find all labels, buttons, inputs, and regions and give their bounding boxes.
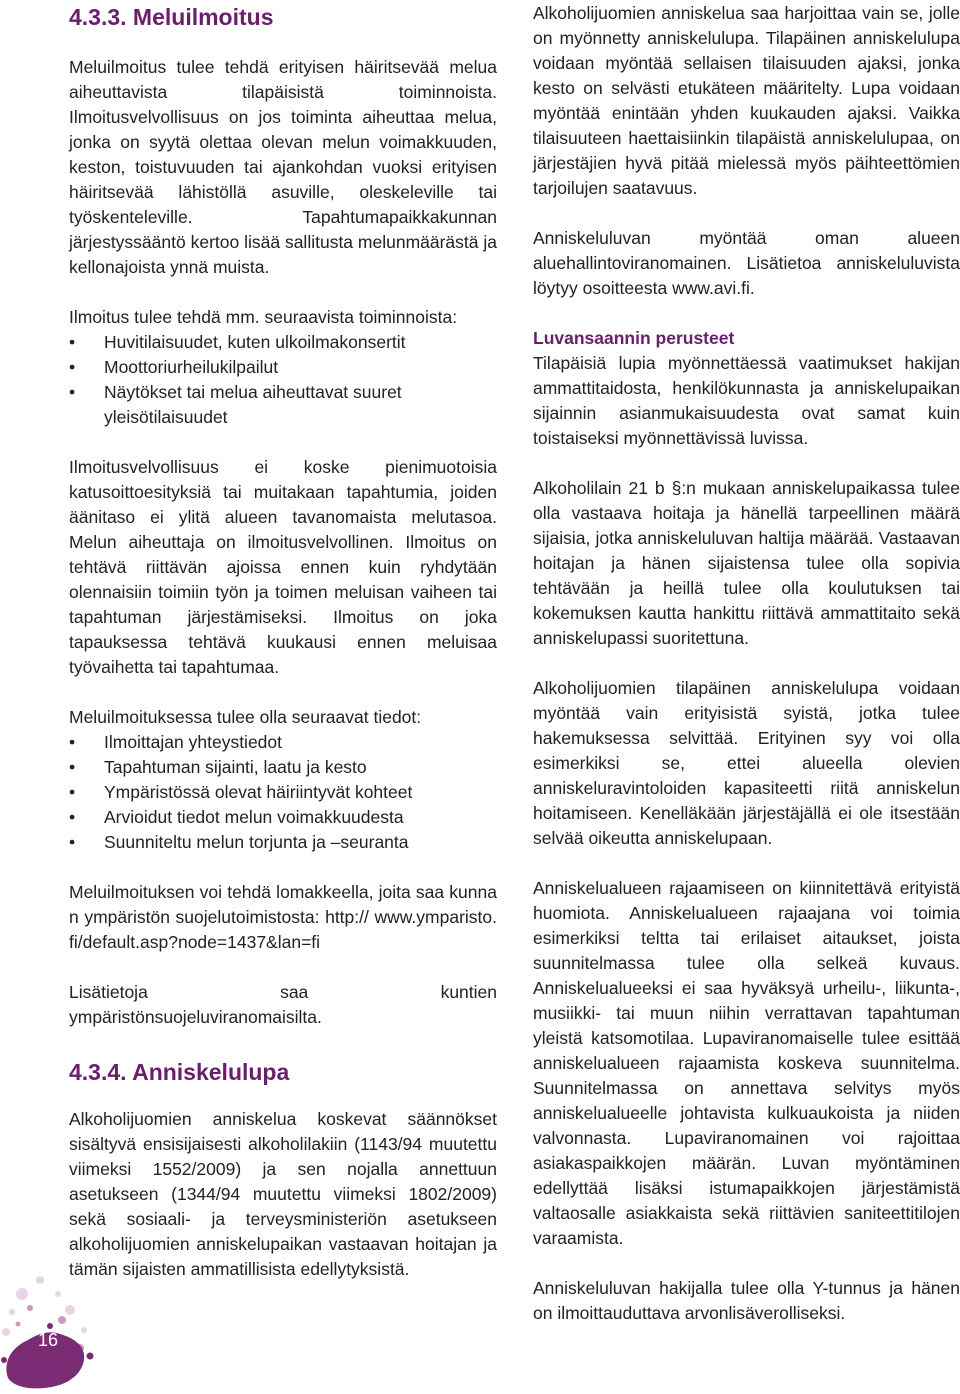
right-column: [533, 0, 960, 1326]
paragraph: Lisätietoja saa kuntien ympäristönsuojeluviranomaisilta.: [69, 982, 497, 1027]
page-number: 16: [38, 1330, 59, 1350]
paragraph: Alkoholijuomien anniskelua saa harjoittaa vain se, jolle on myönnetty anniskelulupa. Tilapäinen anniskelulupa voidaan myöntää sellaisen tilaisuuden ajaksi, jonka kesto on selvästi etukäteen määritelty. Lupa voidaan myöntää enintään yhden kuukauden ajaksi. Vaikka tilaisuuteen haettaisiinkin tilapäistä anniskelulupaa, on järjestäjien hyvä pitää mielessä myös päihteettömien tarjoilujen saatavuus.: [533, 3, 960, 198]
paragraph: Anniskelualueen rajaamiseen on kiinnitettävä erityistä huomiota. Anniskelualueen rajaajana voi toimia esimerkiksi teltta tai erilaiset aitaukset, joista suunnitelmassa tulee olla selkeä kuvaus. Anniskelualueeksi ei saa hyväksyä urheilu-, liikunta-, musiikki- tai muun niihin verrattavan tapahtuman yleistä katsomotilaa. Lupaviranomaiselle tulee esittää anniskelualueen rajaamista koskeva suunnitelma. Suunnitelmassa on annettava selvitys myös anniskelualueelle johtavista kulkuaukoista ja niiden valvonnasta. Lupaviranomainen voi rajoittaa asiakaspaikkojen määrän. Luvan myöntäminen edellyttää lisäksi istumapaikkojen järjestämistä valtaosalle asiakkaista sekä riittävien saniteettitilojen varaamista.: [533, 878, 960, 1248]
bullet-list-required-info: [69, 730, 497, 855]
paragraph: Meluilmoitus tulee tehdä erityisen häiritsevää melua aiheuttavista tilapäisistä toiminnoista. Ilmoitusvelvollisuus on jos toiminta aiheuttaa melua, jonka on syytä olettaa olevan melun voimakkuuden, keston, toistuvuuden tai ajankohdan vuoksi erityisen häiritsevää lähistöllä asuville, oleskeleville tai työskenteleville. Tapahtumapaikkakunnan järjestyssääntö kertoo lisää sallitusta melunmäärästä ja kellonajoista ynnä muista.: [69, 57, 497, 277]
paragraph: Alkoholijuomien tilapäinen anniskelulupa voidaan myöntää vain erityisistä syistä, jotka tulee hakemuksessa selvittää. Erityinen syy voi olla esimerkiksi se, ettei alueella olevien anniskeluravintoloiden kapasiteetti riitä anniskelun hoitamiseen. Kenelläkään järjestäjällä ei ole itsestään selvää oikeutta anniskelupaan.: [533, 678, 960, 848]
section-heading-anniskelulupa: 4.3.4. Anniskelulupa: [69, 1059, 290, 1085]
list-item: • Ilmoittajan yhteystiedot: [69, 730, 497, 755]
list-item: • Ympäristössä olevat häiriintyvät kohteet: [69, 780, 497, 805]
section-heading-meluilmoitus: 4.3.3. Meluilmoitus: [69, 4, 274, 30]
paragraph: Anniskeluluvan hakijalla tulee olla Y-tunnus ja hänen on ilmoittauduttava arvonlisäverolliseksi.: [533, 1278, 960, 1323]
list-item: • Näytökset tai melua aiheuttavat suuret yleisötilaisuudet: [69, 380, 497, 430]
paragraph: Meluilmoituksessa tulee olla seuraavat tiedot:: [69, 707, 422, 727]
bullet-list-activities: [69, 330, 497, 430]
paragraph: Anniskeluluvan myöntää oman alueen aluehallintoviranomainen. Lisätietoa anniskeluluvista löytyy osoitteesta www.avi.fi.: [533, 228, 960, 298]
paragraph: Tilapäisiä lupia myönnettäessä vaatimukset hakijan ammattitaidosta, henkilökunnasta ja anniskelupaikan sijainnin asianmukaisuudesta ovat samat kuin toistaiseksi myönnettävissä luvissa.: [533, 353, 960, 448]
list-item: • Suunniteltu melun torjunta ja –seuranta: [69, 830, 497, 855]
page-badge-splash: [0, 1260, 110, 1394]
paragraph-link: Meluilmoituksen voi tehdä lomakkeella, joita saa kunnan ympäristön suojelutoimistosta: http:// www.ymparisto.fi/default.asp?node=1437&lan=fi: [69, 882, 497, 952]
list-item: • Tapahtuman sijainti, laatu ja kesto: [69, 755, 497, 780]
paragraph: Alkoholijuomien anniskelua koskevat säännökset sisältyvä ensisijaisesti alkoholilakiin (1143/94 muutettu viimeksi 1552/2009) ja sen nojalla annettuun asetukseen (1344/94 muutettu viimeksi 1802/2009) sekä sosiaali- ja terveysministeriön asetukseen alkoholijuomien anniskelupaikan vastaavan hoitajan ja tämän sijaisten ammatillisista edellytyksistä.: [69, 1109, 497, 1279]
paragraph: Ilmoitusvelvollisuus ei koske pienimuotoisia katusoittoesityksiä tai muitakaan tapahtumia, joiden äänitaso ei ylitä alueen tavanomaista melutasoa. Melun aiheuttaja on ilmoitusvelvollinen. Ilmoitus on tehtävä riittävän ajoissa ennen kuin ryhdytään olennaisiin toimiin työn ja toimen meluisan vaiheen tai tapahtuman järjestämiseksi. Ilmoitus on joka tapauksessa tehtävä kuukausi ennen meluisaa työvaihetta tai tapahtumaa.: [69, 457, 497, 677]
list-item: • Moottoriurheilukilpailut: [69, 355, 497, 380]
list-item: • Huvitilaisuudet, kuten ulkoilmakonsertit: [69, 330, 497, 355]
list-item: • Arvioidut tiedot melun voimakkuudesta: [69, 805, 497, 830]
left-column: [69, 0, 497, 1282]
subheading-luvansaannin-perusteet: Luvansaannin perusteet: [533, 328, 735, 348]
paragraph: Ilmoitus tulee tehdä mm. seuraavista toiminnoista:: [69, 307, 458, 327]
paragraph: Alkoholilain 21 b §:n mukaan anniskelupaikassa tulee olla vastaava hoitaja ja hänellä tarpeellinen määrä sijaisia, jotka anniskeluluvan haltija määrää. Vastaavan hoitajan ja hänen sijaistensa tulee olla sopivia tehtävään ja heillä tulee olla koulutuksen tai kokemuksen kautta hankittu riittävä ammattitaito sekä anniskelupassi suoritettuna.: [533, 478, 960, 648]
